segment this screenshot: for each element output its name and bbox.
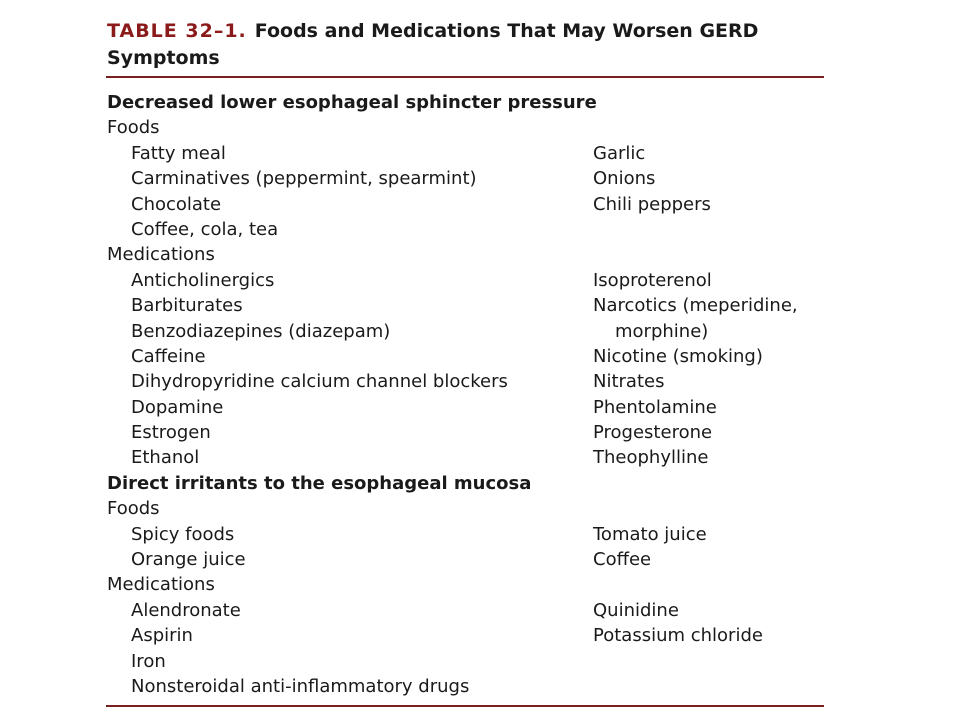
list-item-right: Progesterone [593,422,713,444]
top-rule [106,76,824,78]
table-row [107,293,825,318]
list-item: Dopamine [131,396,224,418]
list-item: Alendronate [131,599,241,621]
bottom-rule [106,705,824,707]
list-item: Iron [131,650,166,672]
list-item: Estrogen [131,422,211,444]
table-row [107,623,825,648]
table-number: TABLE 32–1. [107,20,247,42]
table-row [107,369,825,394]
list-item: Dihydropyridine calcium channel blockers [131,371,508,393]
section-heading: Direct irritants to the esophageal mucosa [107,472,532,494]
table-row [107,445,825,470]
table-row [107,319,825,344]
subsection-label: Foods [107,498,160,520]
list-item: Spicy foods [131,523,235,545]
subsection-label: Medications [107,244,215,266]
list-item: Aspirin [131,625,193,647]
table-row [107,166,825,191]
subsection-label: Medications [107,574,215,596]
list-item-right: Quinidine [593,599,679,621]
table-row [107,649,825,674]
list-item-right: Isoproterenol [593,269,712,291]
table-row [107,395,825,420]
list-item-right: Phentolamine [593,396,717,418]
table-caption [107,18,827,72]
list-item: Ethanol [131,447,200,469]
table-row [107,471,825,496]
list-item-right: Coffee [593,549,652,571]
list-item-right: morphine) [615,320,709,342]
list-item-right: Nicotine (smoking) [593,345,763,367]
table-row [107,522,825,547]
list-item: Anticholinergics [131,269,275,291]
list-item-right: Narcotics (meperidine, [593,295,798,317]
list-item: Chocolate [131,193,222,215]
table-body [107,90,825,699]
table-row [107,496,825,521]
list-item-right: Chili peppers [593,193,711,215]
table-row [107,344,825,369]
list-item: Caffeine [131,345,206,367]
list-item-right: Tomato juice [593,523,707,545]
list-item: Fatty meal [131,142,226,164]
list-item-right: Nitrates [593,371,665,393]
list-item-right: Garlic [593,142,646,164]
list-item: Orange juice [131,549,246,571]
table-row [107,217,825,242]
list-item: Carminatives (peppermint, spearmint) [131,168,477,190]
table-row [107,420,825,445]
list-item: Benzodiazepines (diazepam) [131,320,391,342]
list-item: Nonsteroidal anti-inflammatory drugs [131,675,470,697]
subsection-label: Foods [107,117,160,139]
list-item-right: Potassium chloride [593,625,763,647]
list-item-right: Theophylline [593,447,709,469]
table-row [107,141,825,166]
table-row [107,547,825,572]
section-heading: Decreased lower esophageal sphincter pressure [107,92,597,113]
table-row [107,598,825,623]
table-title: Foods and Medications That May Worsen GERD Symptoms [107,20,759,69]
table-row [107,90,825,115]
list-item-right: Onions [593,168,656,190]
list-item: Coffee, cola, tea [131,218,279,240]
table-row [107,572,825,597]
table-row [107,674,825,699]
table-row [107,268,825,293]
list-item: Barbiturates [131,295,243,317]
table-row [107,115,825,140]
table-row [107,242,825,267]
table-row [107,192,825,217]
